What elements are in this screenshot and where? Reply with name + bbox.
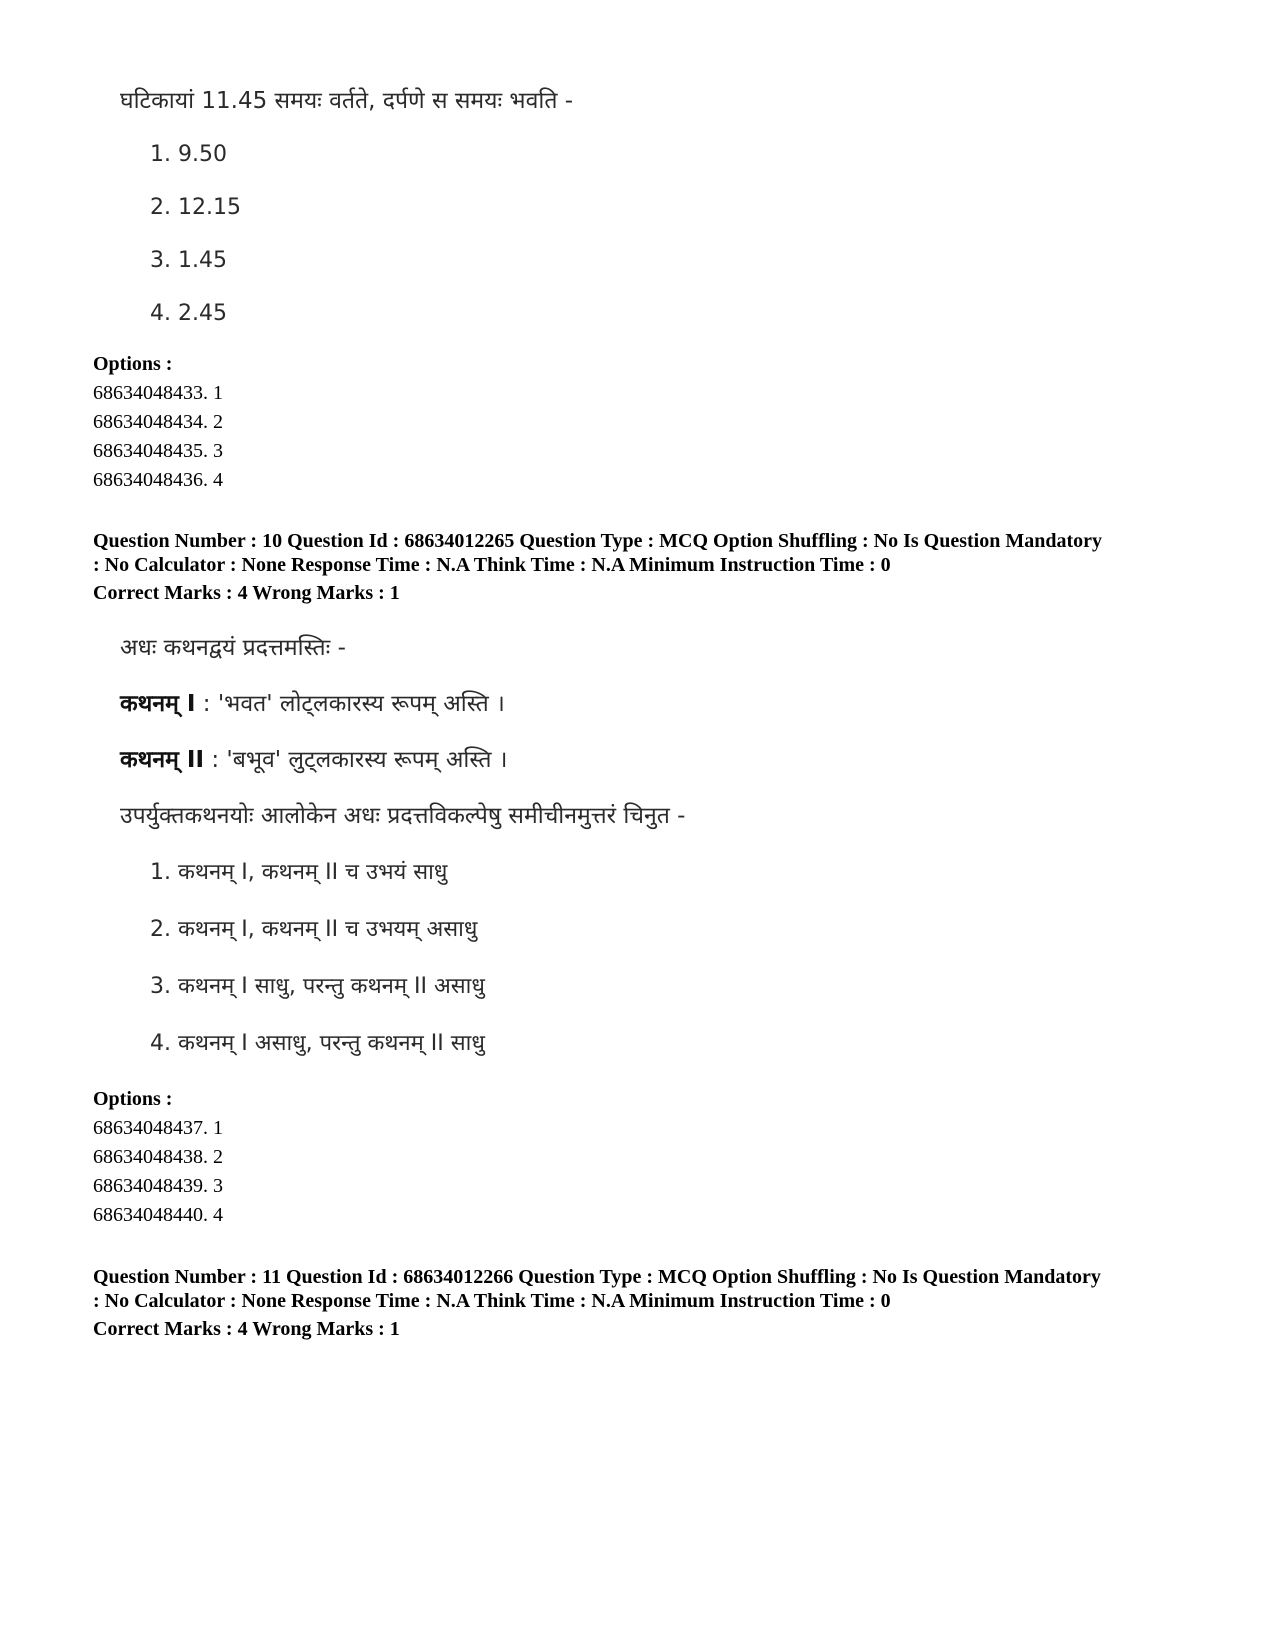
statement-2-label: कथनम् II (120, 747, 205, 773)
question-11-meta (93, 1265, 1193, 1341)
question-9-choice-1: 1. 9.50 (150, 142, 227, 167)
question-10-choice-1: 1. कथनम् I, कथनम् II च उभयं साधु (150, 860, 448, 885)
question-10-marks: Correct Marks : 4 Wrong Marks : 1 (93, 582, 400, 604)
option-line: 68634048435. 3 (93, 440, 223, 462)
question-11-meta-line-2: : No Calculator : None Response Time : N.A Think Time : N.A Minimum Instruction Time : 0 (93, 1290, 891, 1312)
statement-1-text: : 'भवत' लोट्लकारस्य रूपम् अस्ति । (195, 691, 505, 717)
question-9-stem: घटिकायां 11.45 समयः वर्तते, दर्पणे स समयः भवति - (120, 88, 574, 114)
option-line: 68634048440. 4 (93, 1204, 223, 1226)
question-10-meta-line-1: Question Number : 10 Question Id : 68634012265 Question Type : MCQ Option Shuffling : No Is Question Mandatory (93, 530, 1102, 552)
option-line: 68634048438. 2 (93, 1146, 223, 1168)
question-11-meta-line-1: Question Number : 11 Question Id : 68634012266 Question Type : MCQ Option Shuffling : No Is Question Mandatory (93, 1266, 1101, 1288)
question-11-marks: Correct Marks : 4 Wrong Marks : 1 (93, 1318, 400, 1340)
option-line: 68634048434. 2 (93, 411, 223, 433)
question-10-image (120, 633, 685, 1059)
question-9-choice-4: 4. 2.45 (150, 301, 227, 326)
question-9-image (120, 86, 573, 329)
question-9-choice-2: 2. 12.15 (150, 195, 241, 220)
question-9-options (93, 350, 1193, 495)
question-10-options (93, 1085, 1193, 1230)
question-10-instruction: उपर्युक्तकथनयोः आलोकेन अधः प्रदत्तविकल्पेषु समीचीनमुत्तरं चिनुत - (120, 803, 686, 829)
option-line: 68634048439. 3 (93, 1175, 223, 1197)
question-10-choice-3: 3. कथनम् I साधु, परन्तु कथनम् II असाधु (150, 974, 485, 999)
question-10-choice-4: 4. कथनम् I असाधु, परन्तु कथनम् II साधु (150, 1031, 485, 1056)
question-10-choice-2: 2. कथनम् I, कथनम् II च उभयम् असाधु (150, 917, 478, 942)
option-line: 68634048433. 1 (93, 382, 223, 404)
option-line: 68634048436. 4 (93, 469, 223, 491)
question-10-meta (93, 529, 1193, 605)
options-label: Options : (93, 1088, 173, 1110)
question-10-intro: अधः कथनद्वयं प्रदत्तमस्तिः - (120, 635, 346, 661)
options-label: Options : (93, 353, 173, 375)
statement-1-label: कथनम् I (120, 691, 196, 717)
option-line: 68634048437. 1 (93, 1117, 223, 1139)
question-10-meta-line-2: : No Calculator : None Response Time : N.A Think Time : N.A Minimum Instruction Time : 0 (93, 554, 891, 576)
question-10-statement-2 (120, 745, 685, 775)
question-9-choice-3: 3. 1.45 (150, 248, 227, 273)
statement-2-text: : 'बभूव' लुट्लकारस्य रूपम् अस्ति । (204, 747, 508, 773)
question-10-statement-1 (120, 689, 685, 719)
